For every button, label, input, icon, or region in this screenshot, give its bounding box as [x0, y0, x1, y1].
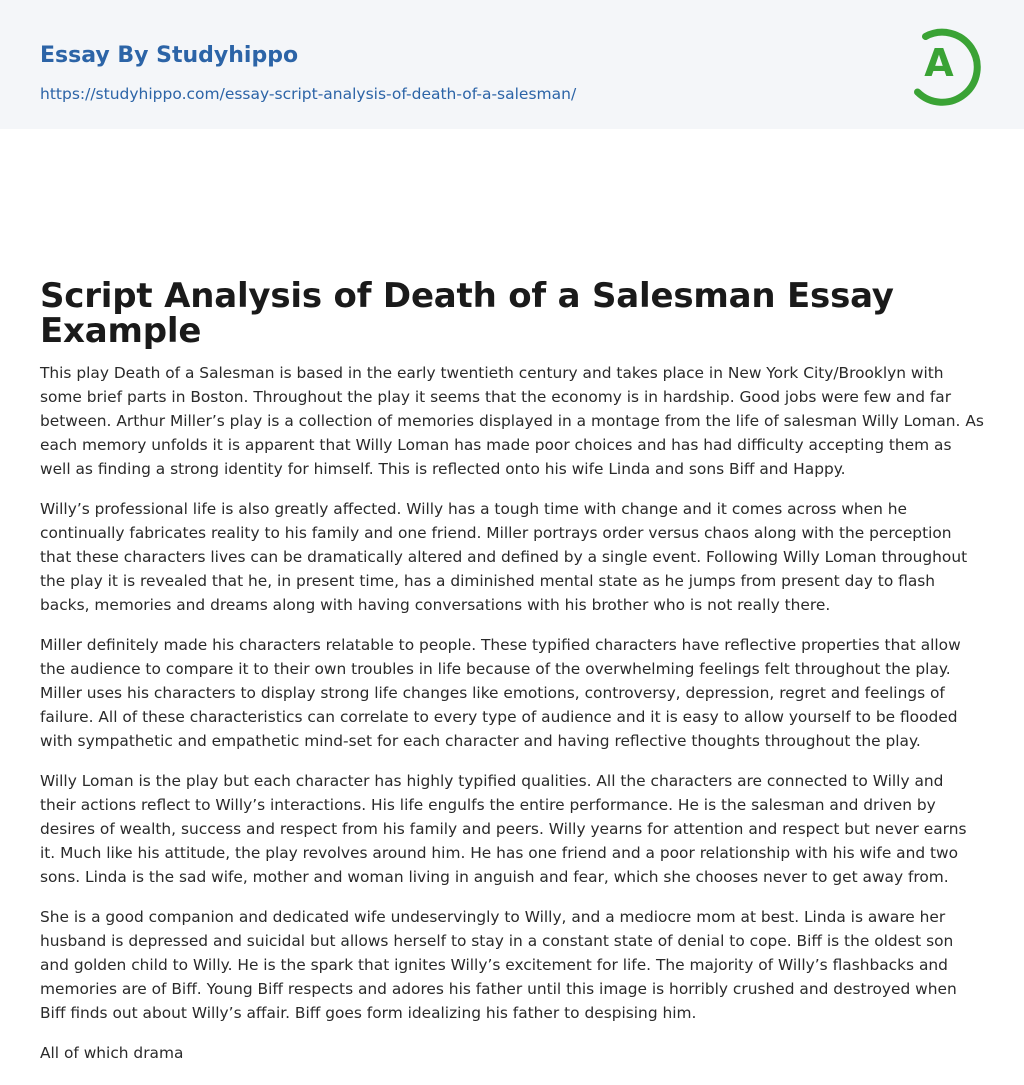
- article: [0, 129, 1024, 1065]
- page-title: Script Analysis of Death of a Salesman Essay Example: [40, 276, 894, 351]
- studyhippo-logo[interactable]: [912, 18, 986, 106]
- essay-paragraph: Willy’s professional life is also greatly affected. Willy has a tough time with change and it comes across when he continually fabricates reality to his family and one friend. Miller portrays order versus chaos along with the perception that these characters lives can be dramatically altered and defined by a single event. Following Willy Loman throughout the play it is revealed that he, in present time, has a diminished mental state as he jumps from present day to flash backs, memories and dreams along with having conversations with his brother who is not really there.: [40, 500, 968, 614]
- logo-ring-icon: [912, 18, 986, 106]
- essay-body: [40, 361, 984, 1065]
- essay-paragraph: This play Death of a Salesman is based in the early twentieth century and takes place in New York City/Brooklyn with some brief parts in Boston. Throughout the play it seems that the economy is in hardship. Good jobs were few and far between. Arthur Miller’s play is a collection of memories displayed in a montage from the life of salesman Willy Loman. As each memory unfolds it is apparent that Willy Loman has made poor choices and has had difficulty accepting them as well as finding a strong identity for himself. This is reflected onto his wife Linda and sons Biff and Happy.: [40, 364, 984, 478]
- logo-letter: A: [924, 41, 954, 85]
- site-header: [0, 0, 1024, 129]
- essay-paragraph: Miller definitely made his characters relatable to people. These typified characters have reflective properties that allow the audience to compare it to their own troubles in life because of the overwhelming feelings felt throughout the play. Miller uses his characters to display strong life changes like emotions, controversy, depression, regret and feelings of failure. All of these characteristics can correlate to every type of audience and it is easy to allow yourself to be flooded with sympathetic and empathetic mind-set for each character and having reflective thoughts throughout the play.: [40, 636, 961, 750]
- site-title[interactable]: Essay By Studyhippo: [40, 43, 299, 68]
- essay-paragraph: Willy Loman is the play but each character has highly typified qualities. All the characters are connected to Willy and their actions reflect to Willy’s interactions. His life engulfs the entire performance. He is the salesman and driven by desires of wealth, success and respect from his family and peers. Willy yearns for attention and respect but never earns it. Much like his attitude, the play revolves around him. He has one friend and a poor relationship with his wife and two sons. Linda is the sad wife, mother and woman living in anguish and fear, which she chooses never to get away from.: [40, 772, 967, 886]
- essay-url-link[interactable]: https://studyhippo.com/essay-script-analysis-of-death-of-a-salesman/: [40, 85, 577, 103]
- essay-paragraph: She is a good companion and dedicated wife undeservingly to Willy, and a mediocre mom at best. Linda is aware her husband is depressed and suicidal but allows herself to stay in a constant state of denial to cope. Biff is the oldest son and golden child to Willy. He is the spark that ignites Willy’s excitement for life. The majority of Willy’s flashbacks and memories are of Biff. Young Biff respects and adores his father until this image is horribly crushed and destroyed when Biff finds out about Willy’s affair. Biff goes form idealizing his father to despising him.: [40, 908, 957, 1022]
- essay-paragraph: All of which drama: [40, 1044, 184, 1062]
